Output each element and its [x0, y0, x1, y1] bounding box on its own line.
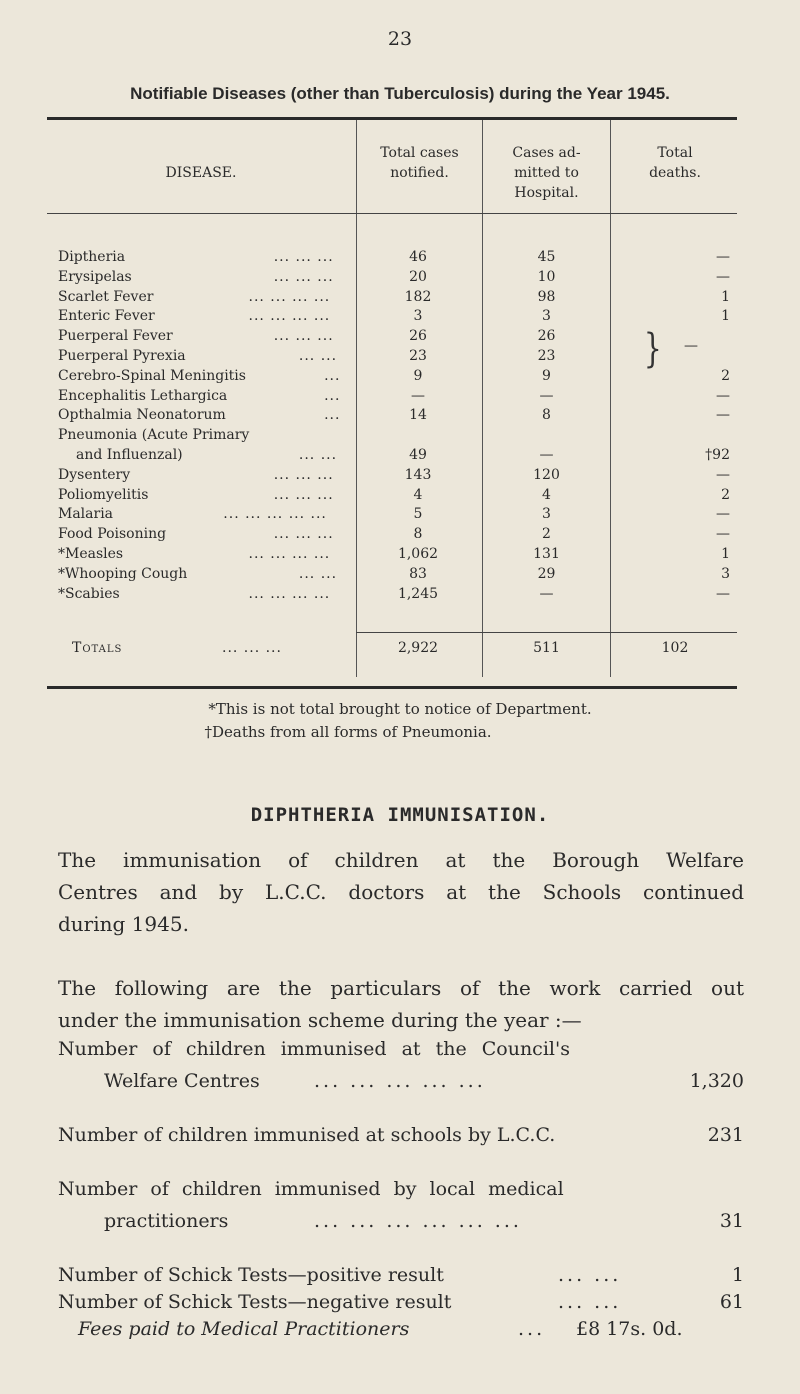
disease-name: Dysentery: [58, 466, 131, 483]
disease-name: *Scabies: [58, 585, 120, 602]
header-total-deaths: [612, 143, 738, 183]
table-bottom-rule: [47, 686, 737, 689]
notified-value: 49: [409, 447, 427, 463]
hospital-value: 10: [537, 268, 556, 285]
leader-dots: ... ... ... ...: [248, 308, 331, 325]
table-row: [0, 586, 800, 606]
header-line: Cases ad-: [512, 145, 581, 161]
deaths-value: —: [716, 249, 730, 265]
stat-local-practitioners-line1: [58, 1178, 744, 1208]
disease-name: *Whooping Cough: [58, 565, 188, 582]
stat-welfare-centres: [58, 1070, 744, 1100]
stat-value: 1,320: [689, 1070, 744, 1092]
header-line: Total: [657, 145, 693, 161]
leader-dots: ... ... ... ...: [248, 546, 331, 562]
table-row: [0, 308, 800, 328]
hospital-value: 3: [542, 308, 551, 325]
table-row: [0, 546, 800, 566]
totals-row: [0, 640, 800, 660]
disease-name: Food Poisoning: [58, 526, 167, 543]
disease-name: Opthalmia Neonatorum: [58, 407, 226, 424]
leader-dots: ... ... ... ... ...: [223, 506, 327, 523]
hospital-value: —: [539, 447, 554, 463]
leader-dots: ... ... ... ... ... ...: [314, 1210, 522, 1232]
bracket-symbol: }: [643, 326, 662, 372]
deaths-value: †92: [705, 447, 730, 463]
leader-dots: ... ...: [558, 1264, 622, 1286]
disease-name: and Influenzal): [76, 447, 183, 463]
notified-value: —: [411, 387, 425, 404]
paragraph-line: The following are the particulars of the work carried out: [58, 976, 744, 1000]
table-row: [0, 506, 800, 526]
leader-dots: ... ...: [298, 565, 338, 582]
notified-value: 5: [413, 506, 423, 523]
hospital-value: —: [539, 387, 554, 404]
leader-dots: ... ... ... ... ...: [314, 1070, 486, 1092]
deaths-value: —: [716, 387, 730, 404]
leader-dots: ... ...: [298, 348, 338, 364]
leader-dots: ... ... ...: [273, 486, 334, 503]
footnote-not-total: *This is not total brought to notice of Department.: [208, 700, 592, 718]
deaths-value: 2: [721, 486, 730, 503]
table-top-rule: [47, 117, 737, 120]
leader-dots: ... ... ...: [273, 466, 334, 483]
leader-dots: ... ... ... ...: [248, 585, 331, 602]
stat-schick-positive: [58, 1264, 744, 1294]
hospital-value: 26: [537, 328, 556, 345]
deaths-value: 1: [721, 288, 730, 305]
totals-deaths: 102: [661, 640, 689, 656]
deaths-value: 2: [721, 367, 730, 384]
notified-value: 83: [409, 565, 427, 582]
leader-dots: ... ... ...: [273, 249, 334, 265]
paragraph-intro: [58, 844, 744, 940]
leader-dots: ...: [324, 367, 341, 384]
totals-rule: [356, 632, 737, 633]
deaths-value: —: [716, 268, 730, 285]
paragraph-line: Centres and by L.C.C. doctors at the Schools continued: [58, 880, 744, 904]
disease-name: Pneumonia (Acute Primary: [58, 427, 250, 444]
hospital-value: 2: [542, 526, 551, 543]
leader-dots: ...: [324, 407, 341, 424]
table-row: [0, 487, 800, 507]
leader-dots: ... ... ...: [222, 640, 282, 656]
notified-value: 14: [409, 407, 427, 424]
stat-lcc-schools: [58, 1124, 744, 1154]
hospital-value: 4: [542, 486, 551, 503]
fees-value: £8 17s. 0d.: [576, 1318, 683, 1340]
deaths-value: 1: [721, 308, 730, 325]
table-title: Notifiable Diseases (other than Tuberculosis) during the Year 1945.: [130, 84, 670, 103]
deaths-value: —: [716, 585, 730, 602]
header-total-notified: [358, 143, 481, 183]
disease-name: Malaria: [58, 506, 114, 523]
header-line: Hospital.: [514, 185, 579, 201]
hospital-value: 8: [542, 407, 551, 424]
totals-hospital: 511: [533, 640, 560, 656]
deaths-value: 1: [721, 546, 730, 562]
table-row: [0, 467, 800, 487]
disease-name: Enteric Fever: [58, 308, 155, 325]
leader-dots: ...: [324, 387, 341, 404]
section-heading: DIPHTHERIA IMMUNISATION.: [250, 804, 550, 826]
hospital-value: 120: [533, 466, 560, 483]
paragraph-line: under the immunisation scheme during the year :—: [58, 1008, 582, 1032]
notified-value: 23: [409, 348, 427, 364]
table-row: [0, 269, 800, 289]
notified-value: 143: [404, 466, 432, 483]
header-line: notified.: [390, 165, 449, 181]
table-row: [0, 289, 800, 309]
totals-notified: 2,922: [397, 640, 439, 656]
table-row: [0, 447, 800, 467]
disease-name: *Measles: [58, 546, 124, 562]
hospital-value: 3: [542, 506, 551, 523]
table-row: [0, 368, 800, 388]
fees-label: Fees paid to Medical Practitioners: [78, 1318, 410, 1340]
notified-value: 4: [413, 486, 423, 503]
footnote-pneumonia-deaths: †Deaths from all forms of Pneumonia.: [204, 723, 492, 741]
stat-label: Number of Schick Tests—positive result: [58, 1264, 444, 1286]
notified-value: 182: [404, 288, 432, 305]
header-line: mitted to: [514, 165, 579, 181]
stat-label: Number of children immunised at the Council's: [58, 1038, 570, 1060]
stat-welfare-centres-line1: [58, 1038, 744, 1068]
leader-dots: ... ...: [558, 1291, 622, 1313]
paragraph-line: during 1945.: [58, 912, 189, 936]
header-hospital: [484, 143, 609, 203]
table-row: [0, 526, 800, 546]
hospital-value: —: [539, 585, 554, 602]
stat-local-practitioners: [58, 1210, 744, 1240]
disease-name: Scarlet Fever: [58, 288, 154, 305]
stat-value: 31: [719, 1210, 744, 1232]
header-line: Total cases: [380, 145, 459, 161]
stat-schick-negative: [58, 1291, 744, 1321]
deaths-value: —: [716, 506, 730, 523]
leader-dots: ... ... ...: [273, 526, 334, 543]
table-row: [0, 566, 800, 586]
notified-value: 9: [413, 367, 423, 384]
stat-label: Number of children immunised at schools by L.C.C.: [58, 1124, 556, 1146]
notified-value: 26: [409, 328, 427, 345]
table-row: [0, 427, 800, 447]
leader-dots: ... ... ...: [273, 268, 334, 285]
hospital-value: 98: [537, 288, 556, 305]
table-row: [0, 328, 800, 348]
table-row: [0, 348, 800, 368]
disease-name: Erysipelas: [58, 268, 132, 285]
deaths-value: —: [716, 526, 730, 543]
header-disease: DISEASE.: [165, 165, 237, 181]
table-row: [0, 407, 800, 427]
header-line: deaths.: [649, 165, 701, 181]
stat-label: Number of Schick Tests—negative result: [58, 1291, 452, 1313]
disease-name: Poliomyelitis: [58, 486, 149, 503]
deaths-value: —: [716, 407, 730, 424]
paragraph-particulars: [58, 972, 744, 1036]
fees-line: [78, 1318, 744, 1348]
notified-value: 8: [413, 526, 423, 543]
stat-value: 1: [731, 1264, 744, 1286]
totals-label: Totals: [72, 640, 123, 656]
leader-dots: ... ... ... ...: [248, 288, 331, 305]
disease-name: Puerperal Fever: [58, 328, 173, 345]
hospital-value: 9: [542, 367, 551, 384]
deaths-value: 3: [721, 565, 730, 582]
leader-dots: ... ... ...: [273, 328, 334, 345]
disease-name: Diptheria: [58, 249, 126, 265]
notified-value: 46: [409, 249, 427, 265]
notified-value: 3: [413, 308, 423, 325]
paragraph-line: The immunisation of children at the Borough Welfare: [58, 848, 744, 872]
stat-label: practitioners: [104, 1210, 229, 1232]
stat-label: Welfare Centres: [104, 1070, 260, 1092]
deaths-value: —: [716, 466, 730, 483]
header-rule: [47, 213, 737, 214]
page-number: 23: [387, 28, 413, 50]
leader-dots: ... ...: [298, 447, 338, 463]
hospital-value: 29: [537, 565, 556, 582]
notified-value: 1,245: [397, 585, 439, 602]
stat-value: 231: [707, 1124, 744, 1146]
stat-value: 61: [719, 1291, 744, 1313]
hospital-value: 131: [533, 546, 560, 562]
table-row: [0, 249, 800, 269]
hospital-value: 45: [537, 249, 556, 265]
notified-value: 1,062: [397, 546, 439, 562]
disease-name: Cerebro-Spinal Meningitis: [58, 367, 246, 384]
stat-label: Number of children immunised by local medical: [58, 1178, 564, 1200]
braced-deaths-value: —: [684, 338, 698, 354]
notified-value: 20: [409, 268, 427, 285]
table-row: [0, 388, 800, 408]
disease-name: Encephalitis Lethargica: [58, 387, 228, 404]
hospital-value: 23: [537, 348, 556, 364]
disease-name: Puerperal Pyrexia: [58, 348, 186, 364]
leader-dots: ...: [518, 1318, 546, 1340]
